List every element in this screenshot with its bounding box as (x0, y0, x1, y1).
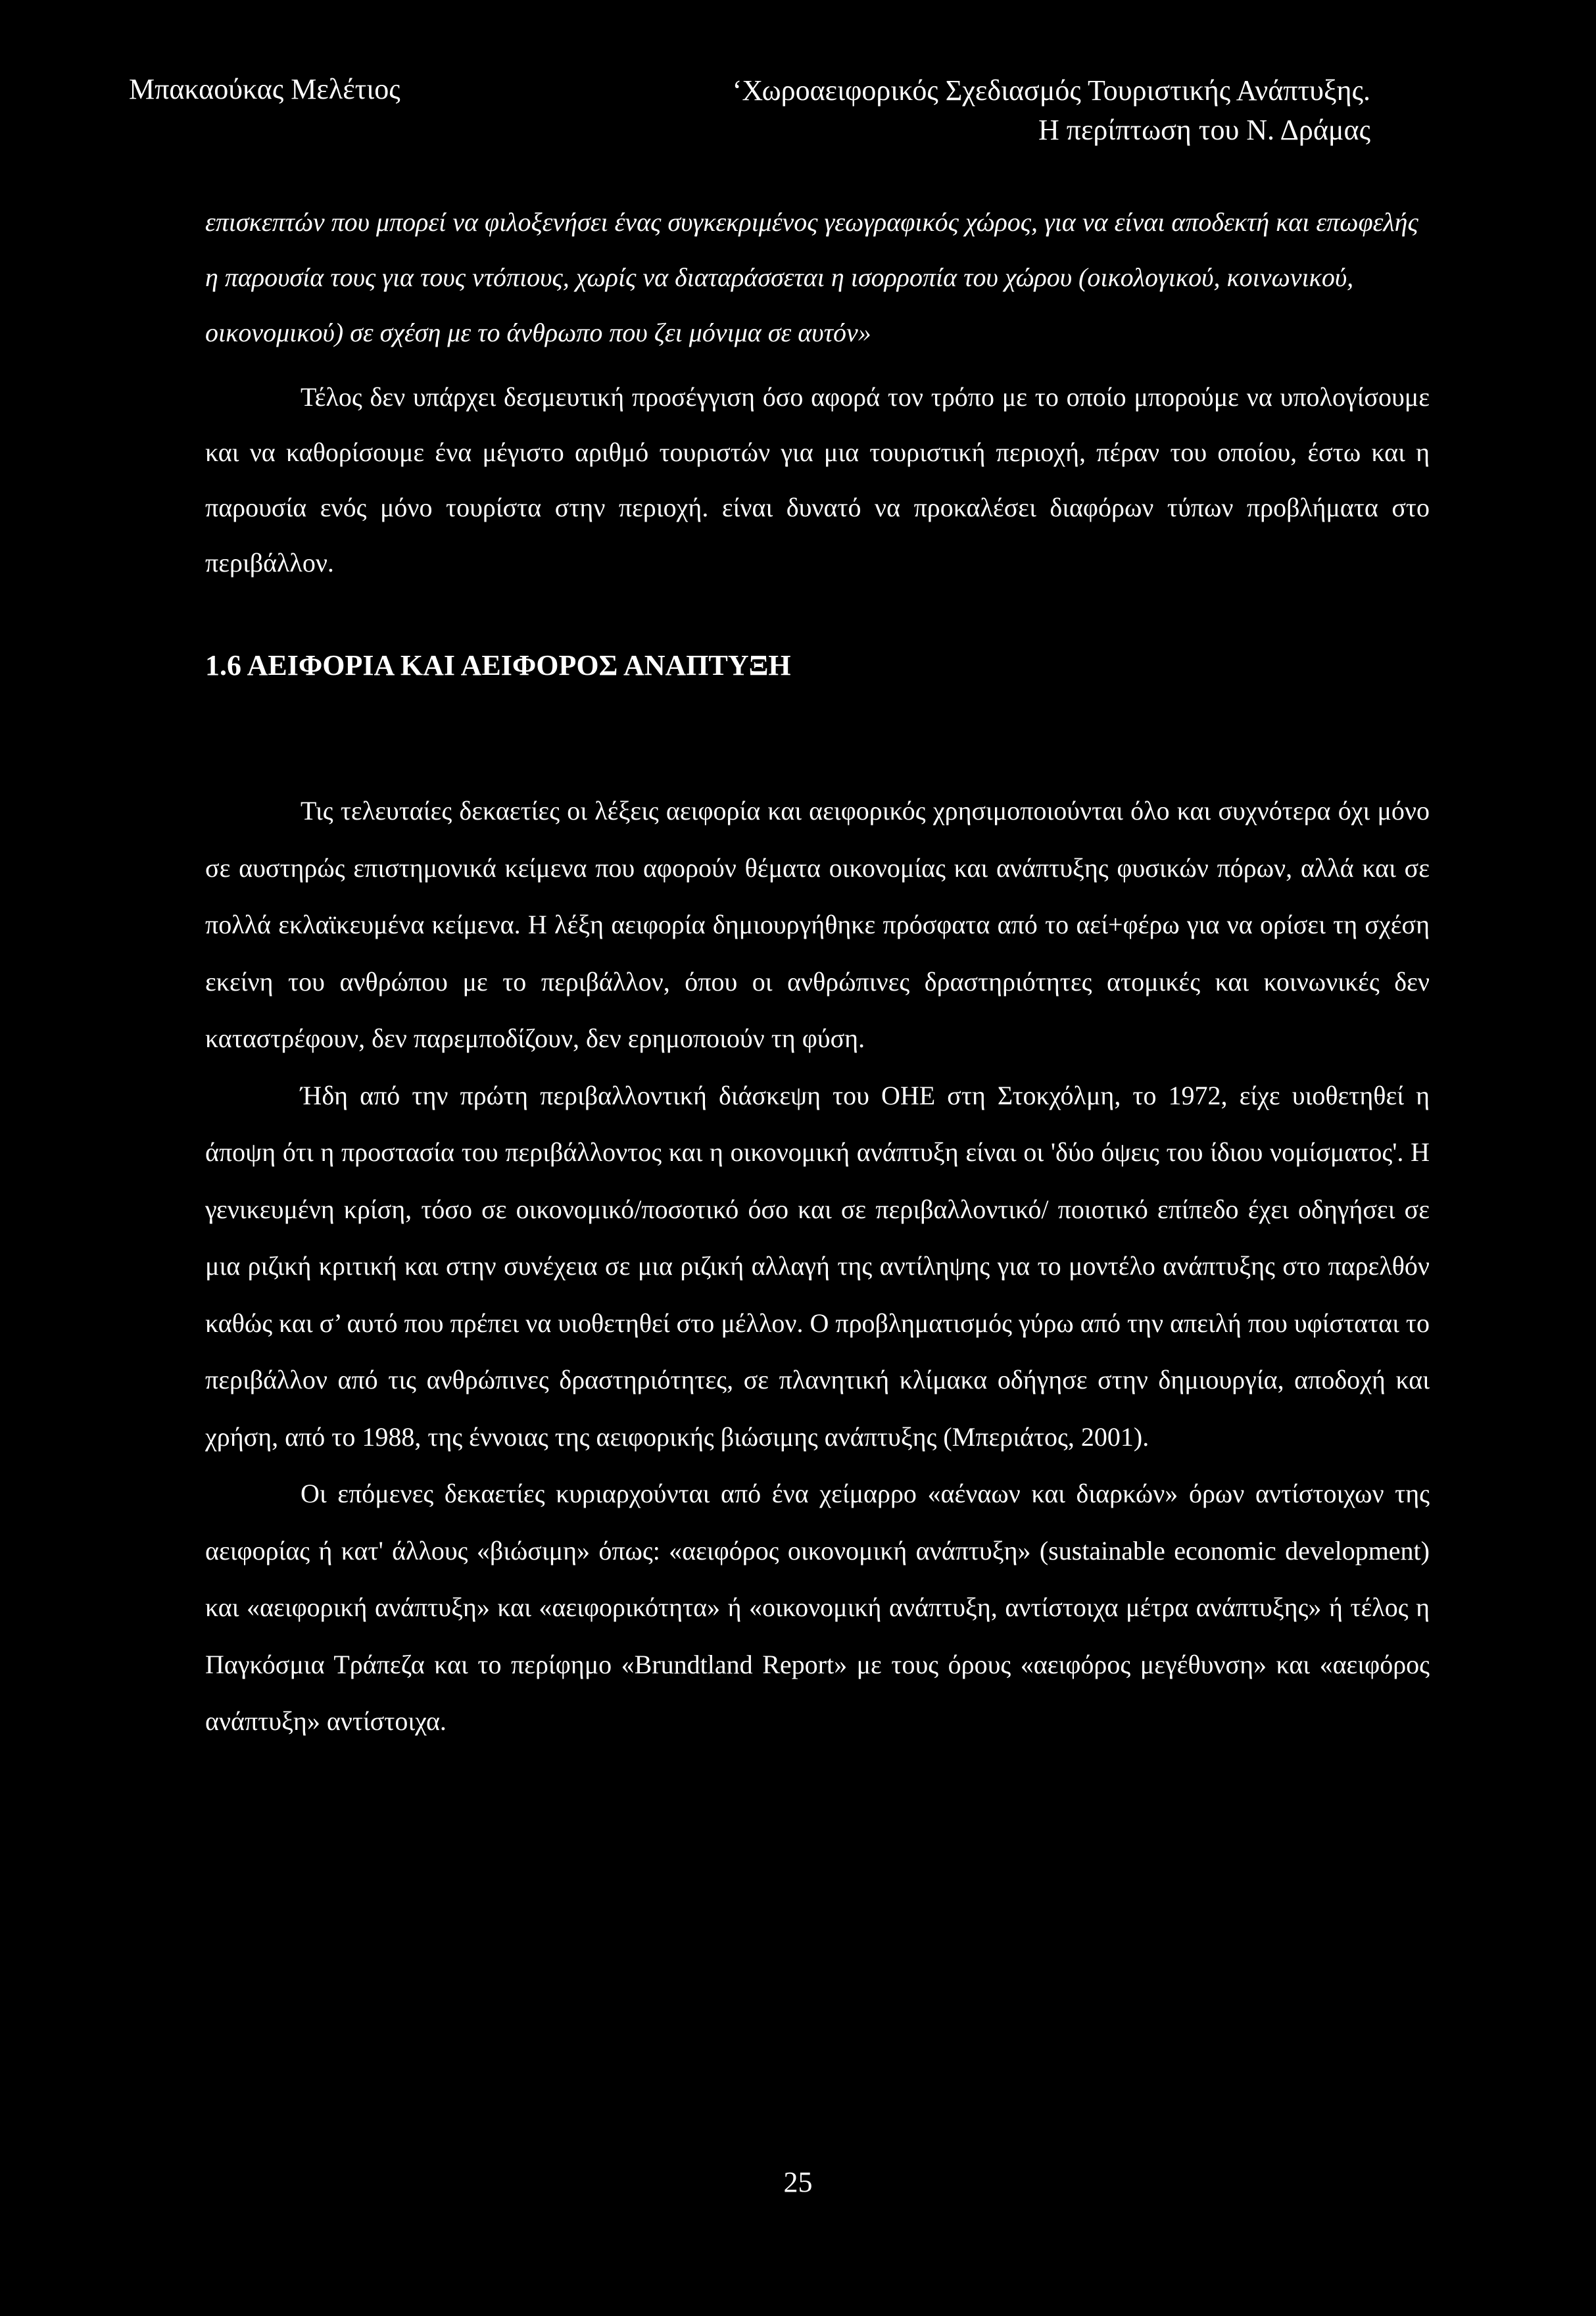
section-paragraph-2: Ήδη από την πρώτη περιβαλλοντική διάσκεψη του ΟΗΕ στη Στοκχόλμη, το 1972, είχε υιοθετηθεί η άποψη ότι η προστασία του περιβάλλοντος και η οικονομική ανάπτυξη είναι οι 'δύο όψεις του ίδιου νομίσματος'. Η γενικευμένη κρίση, τόσο σε οικονομικό/ποσοτικό όσο και σε περιβαλλοντικό/ ποιοτικό επίπεδο έχει οδηγήσει σε μια ριζική κριτική και στην συνέχεια σε μια ριζική αλλαγή της αντίληψης για το μοντέλο ανάπτυξης στο παρελθόν καθώς και σ’ αυτό που πρέπει να υιοθετηθεί στο μέλλον. Ο προβληματισμός γύρω από την απειλή που υφίσταται το περιβάλλον από τις ανθρώπινες δραστηριότητες, σε πλανητική κλίμακα οδήγησε στην δημιουργία, αποδοχή και χρήση, από το 1988, της έννοιας της αειφορικής βιώσιμης ανάπτυξης (Μπεριάτος, 2001). (205, 1080, 1430, 1452)
header-title-line1: ‘Χωροαειφορικός Σχεδιασμός Τουριστικής Ανάπτυξης. (732, 74, 1370, 107)
header-title-line2: Η περίπτωση του Ν. Δράμας (1038, 114, 1370, 146)
page-number: 25 (783, 2166, 813, 2198)
header-author: Μπακαούκας Μελέτιος (129, 73, 400, 105)
quote-paragraph: επισκεπτών που μπορεί να φιλοξενήσει ένας συγκεκριμένος γεωγραφικός χώρος, για να είναι αποδεκτή και επωφελής η παρουσία τους για τους ντόπιους, χωρίς να διαταράσσεται η ισορροπία του χώρου (οικολογικού, κοινωνικού, οικονομικού) σε σχέση με το άνθρωπο που ζει μόνιμα σε αυτόν» (205, 207, 1418, 347)
page-body (205, 195, 1430, 1750)
section-paragraph-3: Οι επόμενες δεκαετίες κυριαρχούνται από ένα χείμαρρο «αέναων και διαρκών» όρων αντίστοιχων της αειφορίας ή κατ' άλλους «βιώσιμη» όπως: «αειφόρος οικονομική ανάπτυξη» (sustainable economic development) και «αειφορική ανάπτυξη» και «αειφορικότητα» ή «οικονομική ανάπτυξη, αντίστοιχα μέτρα ανάπτυξης» ή τέλος η Παγκόσμια Τράπεζα και το περίφημο «Brundtland Report» με τους όρους «αειφόρος μεγέθυνση» και «αειφόρος ανάπτυξη» αντίστοιχα. (205, 1479, 1430, 1736)
header-document-title (658, 71, 1370, 150)
paragraph-tourist-capacity: Τέλος δεν υπάρχει δεσμευτική προσέγγιση όσο αφορά τον τρόπο με το οποίο μπορούμε να υπολογίσουμε και να καθορίσουμε ένα μέγιστο αριθμό τουριστών για μια τουριστική περιοχή, πέραν του οποίου, έστω και η παρουσία ενός μόνο τουρίστα στην περιοχή. είναι δυνατό να προκαλέσει διαφόρων τύπων προβλήματα στο περιβάλλον. (205, 382, 1430, 578)
section-heading: 1.6 ΑΕΙΦΟΡΙΑ ΚΑΙ ΑΕΙΦΟΡΟΣ ΑΝΑΠΤΥΞΗ (205, 649, 791, 681)
section-paragraph-1: Τις τελευταίες δεκαετίες οι λέξεις αειφορία και αειφορικός χρησιμοποιούνται όλο και συχνότερα όχι μόνο σε αυστηρώς επιστημονικά κείμενα που αφορούν θέματα οικονομίας και ανάπτυξης φυσικών πόρων, αλλά και σε πολλά εκλαϊκευμένα κείμενα. Η λέξη αειφορία δημιουργήθηκε πρόσφατα από το αεί+φέρω για να ορίσει τη σχέση εκείνη του ανθρώπου με το περιβάλλον, όπου οι ανθρώπινες δραστηριότητες ατομικές και κοινωνικές δεν καταστρέφουν, δεν παρεμποδίζουν, δεν ερημοποιούν τη φύση. (205, 796, 1430, 1053)
